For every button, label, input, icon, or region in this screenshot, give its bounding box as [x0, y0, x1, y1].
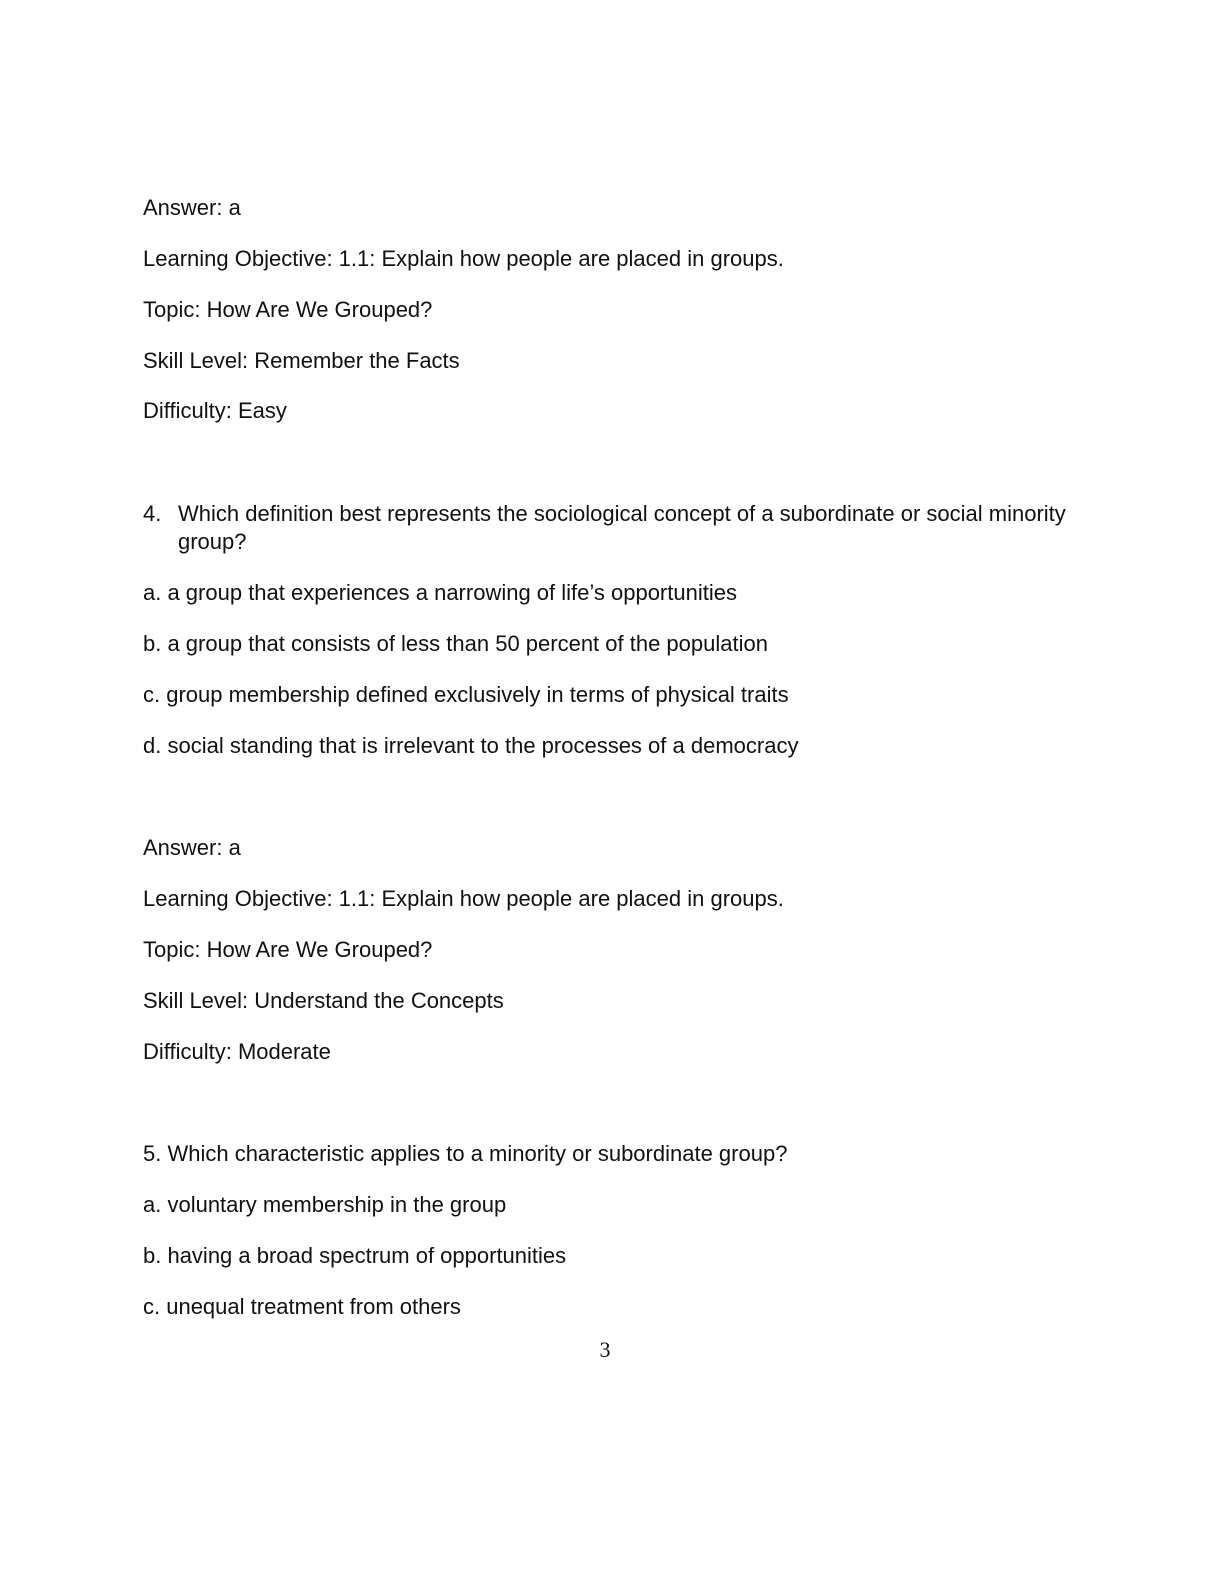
topic: Topic: How Are We Grouped?	[143, 297, 433, 322]
option-c: c. unequal treatment from others	[143, 1294, 461, 1319]
page-number: 3	[599, 1337, 611, 1362]
topic: Topic: How Are We Grouped?	[143, 937, 433, 962]
difficulty: Difficulty: Moderate	[143, 1039, 331, 1064]
option-a: a. a group that experiences a narrowing of life’s opportunities	[143, 580, 737, 605]
skill-level: Skill Level: Remember the Facts	[143, 348, 460, 373]
question-text: Which definition best represents the sociological concept of a subordinate or social minority group?	[178, 501, 1066, 554]
answer-label: Answer: a	[143, 835, 241, 860]
question-5-stem: 5. Which characteristic applies to a minority or subordinate group?	[143, 1141, 788, 1166]
skill-level: Skill Level: Understand the Concepts	[143, 988, 504, 1013]
question-4-stem	[143, 500, 1073, 556]
question-number: 4.	[143, 501, 162, 526]
learning-objective: Learning Objective: 1.1: Explain how people are placed in groups.	[143, 246, 784, 271]
option-b: b. having a broad spectrum of opportunities	[143, 1243, 567, 1268]
learning-objective: Learning Objective: 1.1: Explain how people are placed in groups.	[143, 886, 784, 911]
difficulty: Difficulty: Easy	[143, 398, 287, 423]
option-d: d. social standing that is irrelevant to the processes of a democracy	[143, 733, 799, 758]
option-a: a. voluntary membership in the group	[143, 1192, 507, 1217]
option-b: b. a group that consists of less than 50 percent of the population	[143, 631, 768, 656]
option-c: c. group membership defined exclusively in terms of physical traits	[143, 682, 789, 707]
answer-label: Answer: a	[143, 195, 241, 220]
